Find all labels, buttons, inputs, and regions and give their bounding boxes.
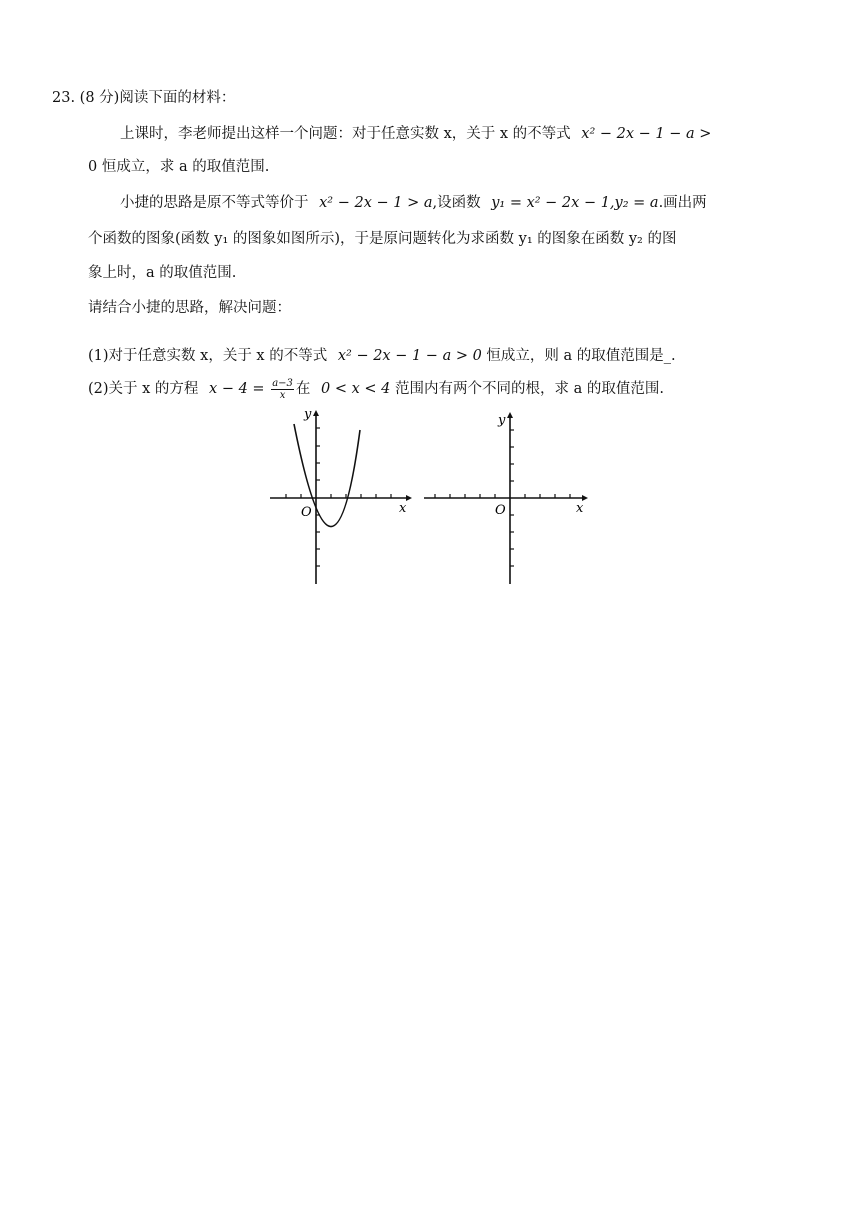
- q2-fraction: [271, 378, 294, 401]
- left-origin-label: O: [301, 505, 312, 520]
- left-x-label: x: [399, 501, 407, 516]
- para2-text-b: ,设函数: [432, 195, 481, 211]
- y-axis-arrow: [507, 412, 513, 418]
- para2-line1: [120, 193, 707, 213]
- para1-text-2: 恒成立，求 a 的取值范围.: [97, 159, 270, 175]
- q1-text-a: (1)对于任意实数 x，关于 x 的不等式: [88, 348, 328, 364]
- para2-text-c: .画出两: [658, 195, 707, 211]
- para1-zero: 0: [88, 159, 98, 175]
- q2-text-b: 在: [295, 381, 311, 397]
- question-1: [88, 346, 676, 366]
- question-2: [88, 376, 664, 402]
- q1-text-b: 恒成立，则 a 的取值范围是_.: [481, 348, 676, 364]
- q2-fraction-denominator: x: [279, 389, 286, 401]
- para2-line3: 象上时，a 的取值范围.: [88, 265, 237, 281]
- q2-text-c: 范围内有两个不同的根，求 a 的取值范围.: [390, 381, 664, 397]
- para1-inequality: x² − 2x − 1 − a >: [581, 126, 712, 142]
- para1-line1: [120, 124, 711, 144]
- q1-inequality: x² − 2x − 1 − a > 0: [337, 348, 482, 364]
- figure-blank-axes: [420, 408, 592, 586]
- problem-header: [52, 88, 235, 108]
- para2-line2: 个函数的图象(函数 y₁ 的图象如图所示)，于是原问题转化为求函数 y₁ 的图象在函数 y₂ 的图: [88, 231, 677, 247]
- para2-text-a: 小捷的思路是原不等式等价于: [120, 195, 309, 211]
- para2-inequality: x² − 2x − 1 > a: [319, 195, 433, 211]
- x-axis-arrow: [406, 495, 412, 501]
- left-y-label: y: [304, 408, 312, 422]
- y-axis-arrow: [313, 410, 319, 416]
- right-x-label: x: [576, 501, 584, 516]
- problem-title: (8 分)阅读下面的材料：: [79, 90, 236, 106]
- problem-number: 23.: [52, 90, 76, 106]
- q2-equation-lhs: x − 4 =: [209, 381, 265, 397]
- para3: 请结合小捷的思路，解决问题：: [88, 300, 291, 316]
- para1-line2: [88, 157, 269, 177]
- q2-range: 0 < x < 4: [321, 381, 391, 397]
- para2-functions: y₁ = x² − 2x − 1,y₂ = a: [491, 195, 659, 211]
- right-y-label: y: [498, 413, 506, 428]
- figure-parabola: [266, 408, 416, 586]
- q2-text-a: (2)关于 x 的方程: [88, 381, 199, 397]
- para1-text: 上课时，李老师提出这样一个问题：对于任意实数 x，关于 x 的不等式: [120, 126, 571, 142]
- right-origin-label: O: [495, 503, 506, 518]
- q2-fraction-numerator: a−3: [272, 377, 293, 389]
